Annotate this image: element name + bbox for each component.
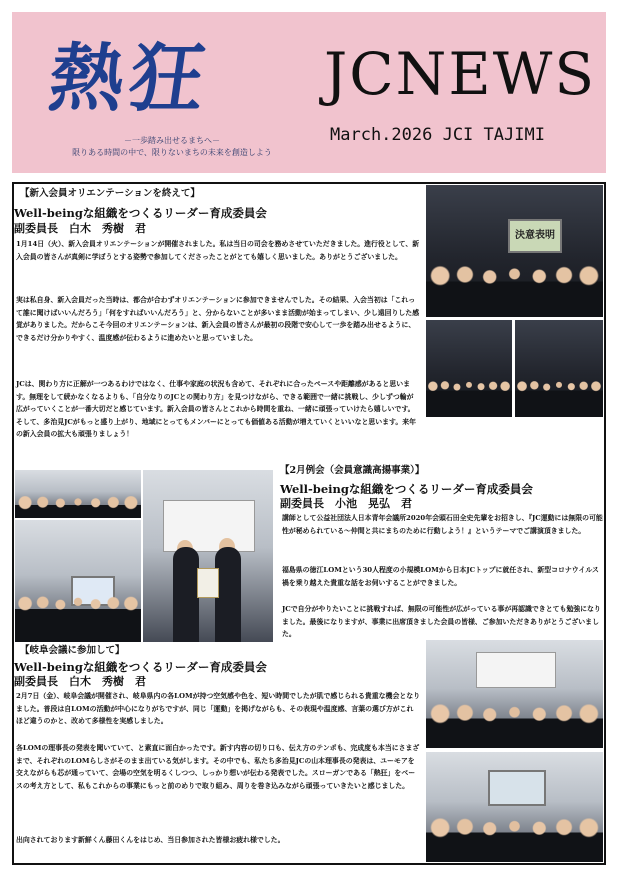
- presentation-screen-icon: [488, 770, 546, 806]
- stage-backdrop: [476, 652, 556, 688]
- orientation-photo-right: [515, 320, 603, 417]
- crowd-graphic: [15, 496, 141, 518]
- certificate-photo: [143, 470, 273, 642]
- section2-paragraph-3: JCで自分がやりたいことに挑戦すれば、無限の可能性が広がっている事が再認識できとても勉強になりました。最後になりますが、事業に出席頂きました会員の皆様、ご参加いただきありがとうございました。: [282, 605, 601, 639]
- orientation-group-photo: [426, 185, 603, 317]
- section3-title: Well-beingな組織をつくるリーダー育成委員会: [14, 660, 267, 674]
- certificate-icon: [197, 568, 219, 598]
- section1-title: Well-beingな組織をつくるリーダー育成委員会: [14, 206, 267, 220]
- section2-label: 【2月例会（会員意識高揚事業）】: [280, 465, 425, 476]
- tagline-line-1: －一歩踏み出せるまちへ－: [124, 136, 220, 145]
- section3-paragraph-2: 各LOMの理事長の発表を聞いていて、と素直に面白かったです。新す内容の切り口も、伝え方のテンポも、完成度も本当にさまざまで、それぞれのLOMらしさがそのまま出ている気がします。その中でも、私たち多治見JCの山本理事長の発表は、ユーモアを交えながらも芯が通っていて、会場の空気を明るくしつつ、しっかり想いが伝わる発表でした。スローガンである「熱狂」をベースの考え方として、私もこれからの事業にもっと前のめりで取り組み、周りを巻き込みながら頑張っていきたいと感じました。: [16, 744, 420, 790]
- section1-label: 【新入会員オリエンテーションを終えて】: [20, 188, 200, 199]
- crowd-graphic: [515, 373, 603, 417]
- section1-paragraph-2: 実は私自身、新入会員だった当時は、都合が合わずオリエンテーションに参加できませんでした。その結果、入会当初は「これって誰に聞けばいいんだろう」「何をすればいいんだろう」と、分からないことが多いまま活動が始まってしまい、少し遠回りした感覚がありました。だからこそ今回のオリエンテーションは、新入会員の皆さんが最初の段階で安心して一歩を踏み出せるように、できるだけ分かりやすく、温度感が伝わるように進めたいと思っていました。: [16, 296, 420, 342]
- section2-paragraph-1: 講師として公益社団法人日本青年会議所2020年会頭石田全史先輩をお招きし、『JC運動には無限の可能性が秘められている～仲間と共にまちのために行動しよう！』というテーマでご講演頂きました。: [282, 514, 603, 535]
- tagline: [52, 135, 292, 159]
- tagline-line-2: 限りある時間の中で、限りないまちの未来を創造しよう: [72, 148, 272, 157]
- person-body-icon: [173, 547, 199, 642]
- meeting-photo-top: [15, 470, 141, 518]
- crowd-graphic: [15, 587, 141, 642]
- section3-paragraph-1: 2月7日（金）、岐阜会議が開催され、岐阜県内の各LOMが持つ空気感や色を、短い時間でしたが肌で感じられる貴重な機会となりました。普段は自LOMの活動が中心になりがちですが、同じ「運動」を掲げながらも、その表現や温度感、言葉の選び方がこれほど違うのかと、改めて多様性を実感しました。: [16, 692, 421, 726]
- crowd-graphic: [426, 258, 603, 317]
- section2-author: 副委員長 小池 晃弘 君: [280, 497, 412, 510]
- orientation-photo-left: [426, 320, 512, 417]
- section3-paragraph-3: 出向されております新鮮くん藤田くんをはじめ、当日参加された皆様お疲れ様でした。: [16, 836, 285, 844]
- logo: 熱狂: [44, 36, 217, 122]
- header-banner: [12, 12, 606, 173]
- section1-author: 副委員長 白木 秀樹 君: [14, 222, 146, 235]
- meeting-photo-bottom: [15, 520, 141, 642]
- newsletter-title: JCNEWS: [324, 40, 597, 108]
- crowd-graphic: [426, 813, 603, 863]
- section2-title: Well-beingな組織をつくるリーダー育成委員会: [280, 482, 533, 496]
- crowd-graphic: [426, 699, 603, 748]
- section3-label: 【岐阜会議に参加して】: [20, 645, 125, 656]
- section3-author: 副委員長 白木 秀樹 君: [14, 675, 146, 688]
- issue-line: March.2026 JCI TAJIMI: [330, 125, 545, 145]
- gifu-conference-hall-photo: [426, 752, 603, 862]
- section1-paragraph-3: JCは、関わり方に正解が一つあるわけではなく、仕事や家庭の状況も含めて、それぞれに合ったペースや距離感があると思います。無理をして続かなくなるよりも、「自分なりのJCとの関わり方」を見つけながら、できる範囲で一緒に挑戦し、少しずつ輪が広がっていくことが一番大切だと感じています。新入会員の皆さんとこれから時間を重ね、一緒に頑張っていけたら嬉しいです。そして、多治見JCがもっと盛り上がり、地域にとってもメンバーにとっても価値ある活動が増えていくといいなと思います。来年の新入会員の拡大も頑張りましょう！: [16, 380, 417, 439]
- section2-paragraph-2: 福島県の徳江LOMという30人程度の小規模LOMから日本JCトップに就任され、新型コロナウイルス禍を乗り越えた貴重な話をお伺いすることができました。: [282, 566, 599, 587]
- projector-screen: 決意表明: [508, 219, 562, 253]
- crowd-graphic: [426, 373, 512, 417]
- gifu-conference-group-photo: [426, 640, 603, 748]
- section1-paragraph-1: 1月14日（火）、新入会員オリエンテーションが開催されました。私は当日の司会を務めさせていただきました。進行役として、新入会員の皆さんが真剣に学ぼうとする姿勢で参加してくださったことがとても嬉しく思いました。ありがとうございました。: [16, 240, 420, 261]
